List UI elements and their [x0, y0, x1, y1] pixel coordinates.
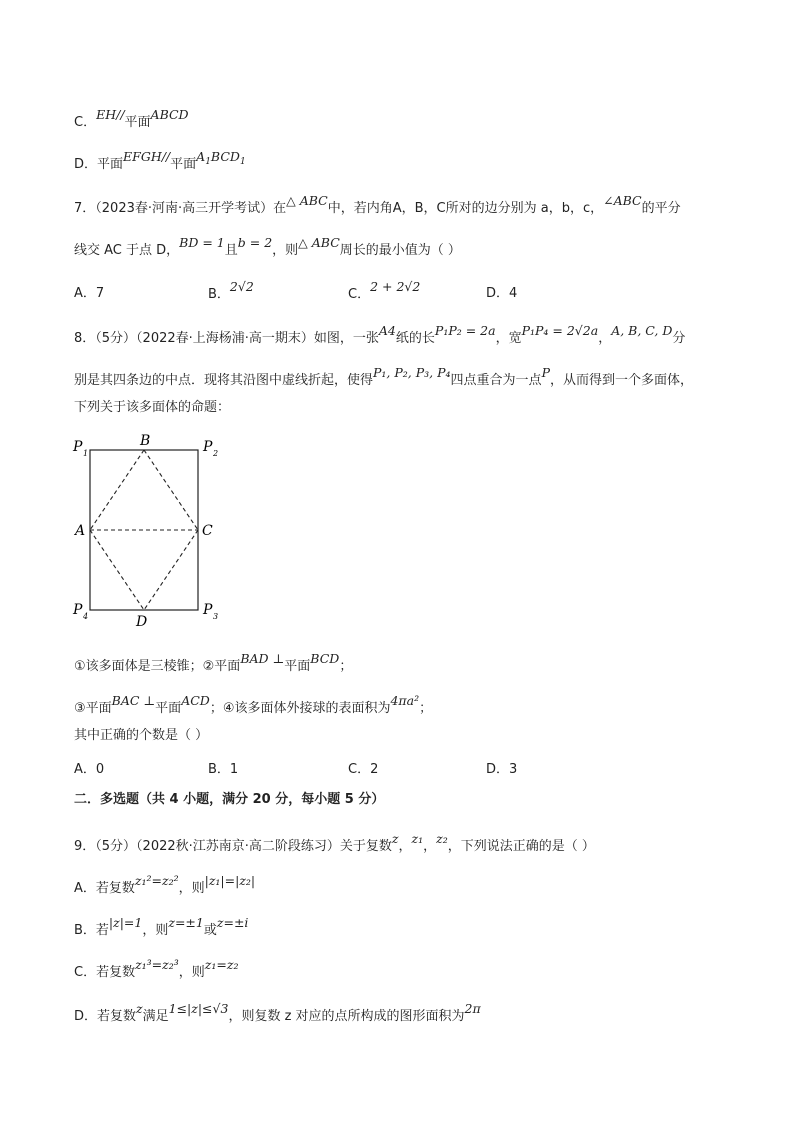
label-p3-sub: 3	[213, 612, 219, 621]
q9-option-c: C．若复数z₁³=z₂³，则z₁=z₂	[74, 957, 239, 980]
label-p4-sub: 4	[83, 612, 89, 621]
q7-line-2: 线交 AC 于点 D，BD = 1且b = 2，则△ ABC周长的最小值为（ ）	[74, 235, 461, 258]
label-p2: P	[203, 439, 213, 455]
q7-option-d: D．4	[486, 286, 518, 301]
q8-statements-2: ③平面BAC ⊥平面ACD；④该多面体外接球的表面积为4πa²；	[74, 693, 433, 716]
label-c: C	[202, 523, 213, 539]
label-p1-sub: 1	[83, 449, 89, 458]
fold-lines	[90, 450, 198, 610]
label-b: B	[140, 433, 151, 449]
label-d: D	[136, 614, 148, 630]
q9-line-1: 9．（5分）（2022秋·江苏南京·高二阶段练习）关于复数z，z₁，z₂，下列说法正确的是（ ）	[74, 831, 595, 854]
q7-option-c: C．2 + 2√2	[348, 279, 421, 302]
q8-line-2: 别是其四条边的中点．现将其沿图中虚线折起，使得P₁, P₂, P₃, P₄四点重合为一点P，从而得到一个多面体，	[74, 365, 693, 388]
prev-option-d: D．平面EFGH//平面$A_1BCD_1$	[74, 149, 246, 172]
q9-option-b: B．若|z|=1，则z=±1或z=±i	[74, 915, 249, 938]
q7-option-b: B．2√2	[208, 279, 254, 302]
q8-line-1: 8．（5分）（2022春·上海杨浦·高一期末）如图，一张A4纸的长P₁P₂ = 2a，宽P₁P₄ = 2√2a，A, B, C, D分	[74, 323, 686, 346]
label-p1: P	[73, 439, 83, 455]
q8-option-b: B．1	[208, 762, 239, 777]
q7-line-1: 7．（2023春·河南·高三开学考试）在△ ABC中，若内角A，B，C所对的边分别为 a，b，c，∠ABC的平分	[74, 193, 681, 216]
section-heading: 二．多选题（共 4 小题，满分 20 分，每小题 5 分）	[74, 792, 385, 807]
q9-option-d: D．若复数z满足1≤|z|≤√3，则复数 z 对应的点所构成的图形面积为2π	[74, 1001, 481, 1024]
label-a: A	[75, 523, 86, 539]
label-p4: P	[73, 602, 83, 618]
prev-option-c: C．EH//平面ABCD	[74, 107, 189, 130]
q8-option-d: D．3	[486, 762, 518, 777]
label-p3: P	[203, 602, 213, 618]
q8-option-c: C．2	[348, 762, 379, 777]
q8-ask: 其中正确的个数是（ ）	[74, 728, 209, 743]
q8-option-a: A．0	[74, 762, 105, 777]
q9-option-a: A．若复数z₁²=z₂²，则|z₁|=|z₂|	[74, 873, 256, 896]
q8-statements-1: ①该多面体是三棱锥；②平面BAD ⊥平面BCD；	[74, 651, 353, 674]
q8-line-3: 下列关于该多面体的命题：	[74, 400, 231, 415]
folding-diagram	[70, 430, 230, 630]
label-p2-sub: 2	[213, 449, 219, 458]
q7-option-a: A．7	[74, 286, 105, 301]
